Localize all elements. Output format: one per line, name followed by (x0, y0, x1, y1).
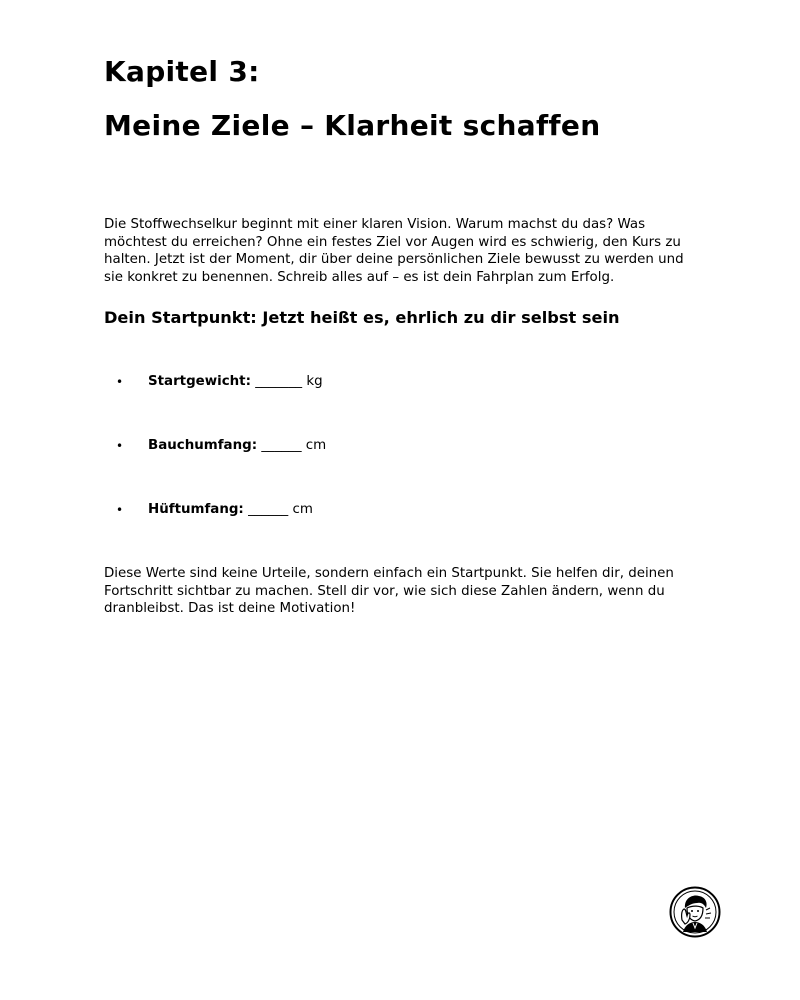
chapter-title: Meine Ziele – Klarheit schaffen (104, 109, 601, 142)
measurement-item-startgewicht (104, 371, 604, 393)
measurement-item-bauchumfang (104, 435, 604, 457)
bullet-icon: • (116, 375, 124, 389)
measurement-blank: _______ (255, 374, 303, 389)
measurement-label: Startgewicht: (148, 374, 251, 389)
measurement-unit: kg (306, 374, 323, 389)
measurement-content (148, 371, 323, 393)
measurement-unit: cm (305, 438, 327, 453)
measurement-unit: cm (292, 502, 313, 517)
bullet-icon: • (116, 439, 124, 453)
measurement-blank: ______ (248, 502, 289, 517)
measurement-label: Hüftumfang: (148, 502, 244, 517)
measurement-item-hueftumfang (104, 499, 604, 521)
measurement-content (148, 435, 326, 457)
measurement-content (148, 499, 313, 521)
section-heading: Dein Startpunkt: Jetzt heißt es, ehrlich zu dir selbst sein (104, 308, 620, 327)
closing-paragraph: Diese Werte sind keine Urteile, sondern einfach ein Startpunkt. Sie helfen dir, deinen Fortschritt sichtbar zu machen. Stell dir vor, wie sich diese Zahlen ändern, wenn du dranbleibst. Das ist deine Motivation! (104, 566, 674, 617)
bullet-icon: • (116, 503, 124, 517)
portrait-seal-icon (669, 886, 721, 938)
measurement-blank: ______ (261, 438, 302, 453)
measurement-label: Bauchumfang: (148, 438, 258, 453)
intro-paragraph: Die Stoffwechselkur beginnt mit einer klaren Vision. Warum machst du das? Was möchtest du erreichen? Ohne ein festes Ziel vor Augen wird es schwierig, den Kurs zu halten. Jetzt ist der Moment, dir über deine persönlichen Ziele bewusst zu werden und sie konkret zu benennen. Schreib alles auf – es ist dein Fahrplan zum Erfolg. (104, 217, 684, 285)
chapter-label: Kapitel 3: (104, 55, 260, 88)
